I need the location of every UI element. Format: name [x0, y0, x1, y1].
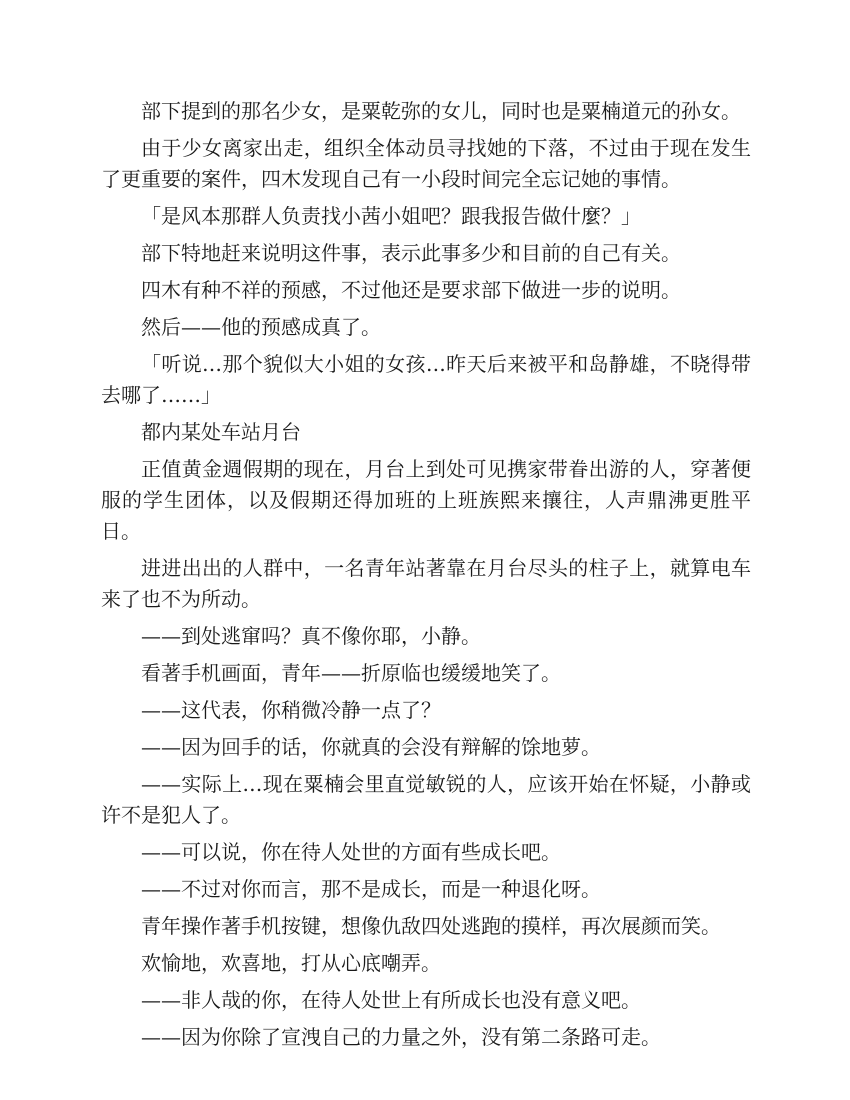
paragraph: 「听说…那个貌似大小姐的女孩…昨天后来被平和岛静雄，不晓得带去哪了……」 — [101, 352, 751, 407]
paragraph: ——因为你除了宣洩自己的力量之外，没有第二条路可走。 — [141, 1025, 661, 1049]
paragraph: 正值黄金週假期的现在，月台上到处可见携家带眷出游的人，穿著便服的学生团体，以及假期还得加班的上班族熙来攘往，人声鼎沸更胜平日。 — [101, 457, 751, 543]
paragraph: ——可以说，你在待人处世的方面有些成长吧。 — [141, 840, 561, 864]
paragraph: 欢愉地，欢喜地，打从心底嘲弄。 — [141, 951, 441, 975]
paragraph: 然后——他的预感成真了。 — [141, 315, 381, 339]
paragraph: 进进出出的人群中，一名青年站著靠在月台尽头的柱子上，就算电车来了也不为所动。 — [101, 556, 751, 611]
paragraph: ——非人哉的你，在待人处世上有所成长也没有意义吧。 — [141, 988, 641, 1012]
scene-heading: 都内某处车站月台 — [141, 420, 301, 444]
document-page — [101, 96, 751, 1059]
paragraph: 看著手机画面，青年——折原临也缓缓地笑了。 — [141, 661, 561, 685]
paragraph: 由于少女离家出走，组织全体动员寻找她的下落，不过由于现在发生了更重要的案件，四木发现自己有一小段时间完全忘记她的事情。 — [101, 136, 751, 191]
paragraph: 四木有种不祥的预感，不过他还是要求部下做进一步的说明。 — [141, 278, 681, 302]
paragraph: ——因为回手的话，你就真的会没有辩解的馀地萝。 — [141, 735, 601, 759]
paragraph: ——到处逃窜吗？真不像你耶，小静。 — [141, 624, 481, 648]
paragraph: ——实际上…现在粟楠会里直觉敏锐的人，应该开始在怀疑，小静或许不是犯人了。 — [101, 772, 751, 827]
paragraph: ——不过对你而言，那不是成长，而是一种退化呀。 — [141, 877, 601, 901]
paragraph: ——这代表，你稍微冷静一点了？ — [141, 698, 441, 722]
paragraph: 「是风本那群人负责找小茜小姐吧？跟我报告做什麼？」 — [141, 204, 641, 228]
paragraph: 青年操作著手机按键，想像仇敌四处逃跑的摸样，再次展颜而笑。 — [141, 914, 721, 938]
paragraph: 部下特地赶来说明这件事，表示此事多少和目前的自己有关。 — [141, 241, 681, 265]
paragraph: 部下提到的那名少女，是粟乾弥的女儿，同时也是粟楠道元的孙女。 — [141, 99, 741, 123]
